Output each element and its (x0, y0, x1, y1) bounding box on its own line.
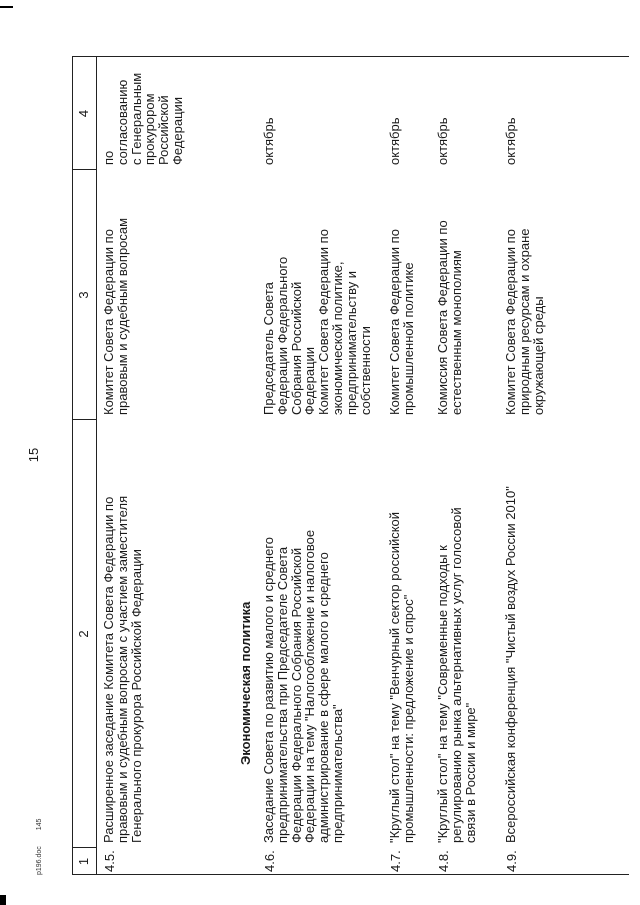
text-line: Генерального прокурора Российской Федерации (128, 549, 144, 843)
text-line: Российской (156, 95, 172, 165)
text-line: естественным монополиям (448, 250, 464, 415)
column-header-4: 4 (76, 109, 91, 118)
text-line: Собрания Российской (288, 281, 304, 415)
column-header-3: 3 (76, 291, 91, 299)
row-1-number: 4.6. (262, 850, 277, 872)
text-line: экономической политике, (329, 261, 345, 415)
row-2-number: 4.7. (388, 850, 403, 872)
text-line: Федерации (169, 96, 185, 165)
row-0-event-cell (102, 419, 143, 843)
text-line: октябрь (435, 117, 450, 165)
text-line: промышленной политике (400, 262, 416, 415)
row-4-number: 4.9. (504, 850, 519, 872)
doc-stamp (36, 819, 43, 875)
text-line: Федерации Федерального (274, 256, 290, 415)
table-header-divider (96, 56, 97, 875)
text-line: регулированию рынка альтернативных услуг голосовой (448, 507, 464, 843)
text-line: октябрь (503, 117, 518, 165)
doc-stamp-file: p196.doc (36, 846, 43, 875)
row-1-responsible-cell (262, 167, 372, 415)
row-4-date-cell (504, 57, 518, 165)
row-4-responsible-cell (504, 167, 545, 415)
row-4-event-cell (504, 419, 518, 843)
text-line: Комитет Совета Федерации по (503, 229, 518, 415)
doc-stamp-code: 145 (36, 818, 43, 831)
text-line: Комитет Совета Федерации по (387, 229, 402, 415)
row-3-number: 4.8. (436, 850, 451, 872)
text-line: "Круглый стол" на тему "Венчурный сектор российской (387, 511, 402, 843)
text-line: промышленности: предложение и спрос" (400, 594, 416, 843)
text-line: предпринимательству и (343, 270, 359, 415)
text-line: предпринимательства при Председателе Совета (274, 546, 290, 843)
text-line: Заседание Совета по развитию малого и среднего (261, 536, 276, 843)
row-3-event-cell (436, 419, 477, 843)
row-3-responsible-cell (436, 167, 464, 415)
text-line: октябрь (387, 117, 402, 165)
page-number: 15 (26, 447, 41, 463)
text-line: Комиссия Совета Федерации по (435, 220, 450, 415)
text-line: Федерации на тему "Налогообложение и налоговое (302, 529, 318, 843)
text-line: правовым и судебным вопросам с участием заместителя (114, 495, 130, 843)
text-line: правовым и судебным вопросам (114, 217, 130, 415)
row-0-date-cell (102, 57, 185, 165)
text-line: Федерации Федерального Собрания Российской (288, 547, 304, 843)
text-line: октябрь (261, 117, 276, 165)
column-header-2: 2 (76, 630, 91, 638)
text-line: согласованию (114, 79, 130, 165)
text-line: Комитет Совета Федерации по (316, 229, 332, 415)
text-line: Расширенное заседание Комитета Совета Федерации по (101, 496, 116, 843)
text-line: Председатель Совета (261, 282, 276, 415)
row-0-responsible-cell (102, 167, 130, 415)
text-line: с Генеральным (128, 72, 144, 165)
row-2-event-cell (388, 419, 416, 843)
text-line: по (101, 150, 116, 165)
row-1-date-cell (262, 57, 276, 165)
row-1-event-cell (262, 419, 345, 843)
text-line: Всероссийская конференция "Чистый воздух России 2010" (503, 486, 518, 843)
row-0-number: 4.5. (102, 850, 117, 872)
text-line: окружающей среды (530, 296, 546, 415)
text-line: связи в России и мире" (462, 702, 478, 843)
text-line: предпринимательства" (329, 704, 345, 843)
row-2-date-cell (388, 57, 402, 165)
table-border-top (72, 56, 73, 875)
section-title: Экономическая политика (238, 601, 253, 765)
text-line: администрирование в сфере малого и среднего (316, 552, 332, 843)
table-border-left (72, 874, 629, 875)
text-line: Комитет Совета Федерации по (101, 229, 116, 415)
text-line: "Круглый стол" на тему "Современные подходы к (435, 545, 450, 843)
row-3-date-cell (436, 57, 450, 165)
text-line: собственности (357, 326, 373, 415)
text-line: природным ресурсам и охране (516, 228, 532, 415)
text-line: прокурором (142, 93, 158, 165)
text-line: Федерации (302, 346, 318, 415)
row-2-responsible-cell (388, 167, 416, 415)
column-header-1: 1 (76, 857, 91, 866)
